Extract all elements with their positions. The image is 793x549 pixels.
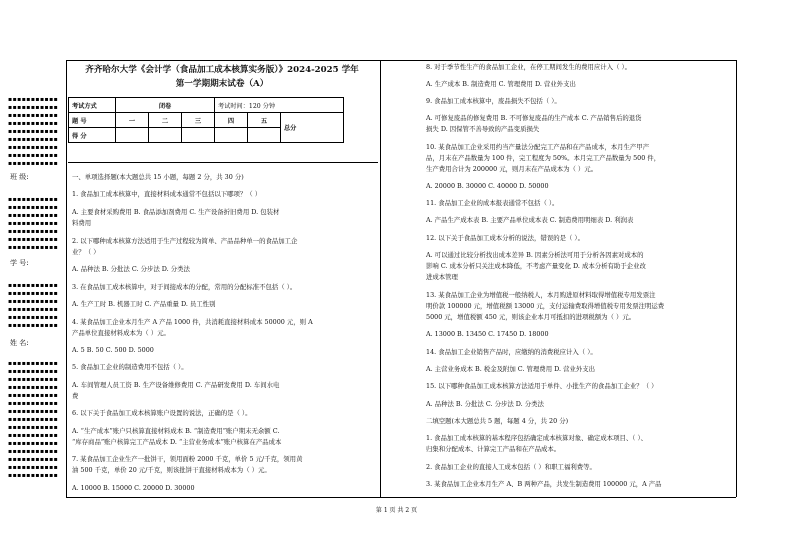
question: 2. 食品加工企业的直接人工成本包括（ ）和职工福利费等。: [426, 463, 596, 471]
question-options: A. 10000 B. 15000 C. 20000 D. 30000: [72, 484, 195, 492]
question-options: A. 产品生产成本表 B. 主要产品单位成本表 C. 制造费用明细表 D. 利润表: [426, 216, 634, 224]
question-options: A. 品种法 B. 分批法 C. 分步法 D. 分类法: [72, 265, 190, 273]
dotted-line: ▪▪▪▪▪▪▪▪▪▪▪ ▪▪▪▪▪▪▪▪▪▪▪ ▪▪▪▪▪▪▪▪▪▪▪ ▪▪▪▪▪▪▪▪▪▪▪ ▪▪▪▪▪▪▪▪▪▪▪ ▪▪▪▪▪▪▪▪▪▪▪ ▪▪▪▪▪▪▪▪▪▪▪ ▪▪▪▪▪▪▪▪▪▪▪ ▪▪▪▪▪▪▪▪▪▪▪: [8, 96, 59, 167]
question: 13. 某食品加工企业为增值税一般纳税人，本月购进原材料取得增值税专用发票注: [426, 291, 656, 299]
question: 产品单位直接材料成本为（ ）元。: [72, 329, 170, 337]
section2-heading: 二填空题(本大题总共 5 题，每题 4 分，共 20 分): [426, 417, 569, 425]
score-cell[interactable]: [215, 128, 248, 143]
section1-heading: 一、单项选择题(本大题总共 15 小题，每题 2 分，共 30 分): [72, 173, 244, 181]
exam-title-line1: 齐齐哈尔大学《会计学（食品加工成本核算实务版）》2024-2025 学年: [85, 65, 359, 75]
column-divider: [380, 60, 381, 497]
question: 8. 对于季节性生产的食品加工企业，在停工期间发生的费用应计入（ ）。: [426, 63, 632, 71]
dotted-line: ▪▪▪▪▪▪▪▪▪▪▪ ▪▪▪▪▪▪▪▪▪▪▪ ▪▪▪▪▪▪▪▪▪▪▪ ▪▪▪▪▪▪▪▪▪▪▪ ▪▪▪▪▪▪▪▪▪▪▪ ▪▪▪▪▪▪▪▪▪▪▪: [8, 282, 59, 329]
question: 5000 元，增值税额 450 元，则该企业本月可抵扣的进项税额为（ ）元。: [426, 313, 636, 321]
score-cell[interactable]: [182, 128, 215, 143]
question-options: 费: [72, 392, 79, 400]
total-label: 总分: [281, 113, 344, 143]
question-options: A. 品种法 B. 分批法 C. 分步法 D. 分类法: [426, 400, 544, 408]
frame-right: [736, 60, 737, 497]
question: 品，月末在产品数量为 100 件，完工程度为 50%。本月完工产品数量为 500 件，: [426, 154, 661, 162]
exam-mode-value: 闭卷: [116, 98, 215, 113]
score-cell[interactable]: [149, 128, 182, 143]
score-cell[interactable]: [248, 128, 281, 143]
table-underline: [68, 162, 378, 163]
question-options: 料费用: [72, 219, 92, 227]
question-options: A. 5 B. 50 C. 500 D. 5000: [72, 346, 154, 354]
question: 12. 以下关于食品加工成本分析的说法，错误的是（ ）。: [426, 234, 585, 242]
frame-top: [66, 60, 736, 61]
question-options: A. “生产成本”账户只核算直接材料成本 B. “制造费用”账户期末无余额 C.: [72, 427, 280, 435]
exam-mode-label: 考试方式: [69, 98, 116, 113]
question-options: A. 可修复废品的修复费用 B. 不可修复废品的生产成本 C. 产品销售后的退货: [426, 114, 642, 122]
question-options: 进成本管理: [426, 273, 458, 281]
question: 9. 食品加工成本核算中，废品损失不包括（ ）。: [426, 97, 561, 105]
question: 7. 某食品加工企业生产一批饼干，领用面粉 2000 千克，单价 5 元/千克，领用黄: [72, 455, 303, 463]
question: 业？（ ）: [72, 248, 100, 256]
question: 6. 以下关于食品加工成本核算账户设置的说法，正确的是（ ）。: [72, 409, 252, 417]
class-label: 班 级:: [10, 173, 29, 181]
column-header: 五: [248, 113, 281, 128]
dotted-line: ▪▪▪▪▪▪▪▪▪▪▪ ▪▪▪▪▪▪▪▪▪▪▪ ▪▪▪▪▪▪▪▪▪▪▪ ▪▪▪▪▪▪▪▪▪▪▪ ▪▪▪▪▪▪▪▪▪▪▪ ▪▪▪▪▪▪▪▪▪▪▪ ▪▪▪▪▪▪▪▪▪▪▪ ▪▪▪▪▪▪▪▪▪▪▪ ▪▪▪▪▪▪▪▪▪▪▪ ▪▪▪▪▪▪▪▪▪▪▪ ▪▪▪▪▪▪▪▪▪▪▪ ▪▪▪▪▪▪▪▪▪▪▪ ▪▪▪▪▪▪▪▪▪▪▪ ▪▪▪▪▪▪▪▪▪▪▪ ▪▪▪▪▪▪▪▪▪▪▪: [8, 360, 59, 479]
frame-left: [66, 60, 67, 497]
question: 3. 某食品加工企业本月生产 A、B 两种产品，共发生制造费用 100000 元，A 产品: [426, 480, 662, 488]
column-header: 三: [182, 113, 215, 128]
question: 11. 食品加工企业的成本报表通常不包括（ ）。: [426, 199, 559, 207]
question: 15. 以下哪种食品加工成本核算方法适用于单件、小批生产的食品加工企业？（ ）: [426, 382, 658, 390]
question-options: 影响 C. 成本分析只关注成本降低，不考虑产量变化 D. 成本分析有助于企业改: [426, 262, 646, 270]
question: 5. 食品加工企业的制造费用不包括（ ）。: [72, 363, 188, 371]
question: 归集和分配成本、计算完工产品和在产品成本。: [426, 445, 561, 453]
question: 2. 以下哪种成本核算方法适用于生产过程较为简单、产品品种单一的食品加工企: [72, 237, 298, 245]
question-options: A. 主营业务成本 B. 税金及附加 C. 管理费用 D. 营业外支出: [426, 365, 596, 373]
question: 10. 某食品加工企业采用约当产量法分配完工产品和在产品成本，本月生产甲产: [426, 143, 650, 151]
score-label: 得 分: [69, 128, 116, 143]
question: 1. 食品加工成本核算中，直接材料成本通常不包括以下哪项？（ ）: [72, 190, 262, 198]
question-options: “库存商品”账户核算完工产品成本 D. “主营业务成本”账户核算在产品成本: [72, 438, 282, 446]
name-label: 姓 名:: [10, 339, 29, 347]
page-footer: 第 1 页 共 2 页: [375, 507, 418, 514]
question-options: A. 13000 B. 13450 C. 17450 D. 18000: [426, 330, 549, 338]
question: 油 500 千克，单价 20 元/千克，则该批饼干直接材料成本为（ ）元。: [72, 466, 271, 474]
question-options: A. 20000 B. 30000 C. 40000 D. 50000: [426, 182, 549, 190]
question: 3. 在食品加工成本核算中，对于间接成本的分配，常用的分配标准不包括（ ）。: [72, 283, 297, 291]
question-options: A. 生产成本 B. 制造费用 C. 管理费用 D. 营业外支出: [426, 80, 576, 88]
question-options: 损失 D. 因保管不善导致的产品变质损失: [426, 125, 540, 133]
question: 4. 某食品加工企业本月生产 A 产品 1000 件，共消耗直接材料成本 50000 元，则 A: [72, 318, 313, 326]
question-options: A. 主要食材采购费用 B. 食品添加剂费用 C. 生产设备折旧费用 D. 包装材: [72, 208, 280, 216]
score-table: [68, 97, 344, 143]
question: 1. 食品加工成本核算的基本程序包括确定成本核算对象、确定成本项目、（ ）、: [426, 434, 648, 442]
exam-title-line2: 第一学期期末试卷（A）: [175, 79, 269, 89]
question-no-label: 题 号: [69, 113, 116, 128]
question: 明价款 100000 元，增值税额 13000 元，支付运输费取得增值税专用发票注明运费: [426, 302, 665, 310]
frame-bottom: [66, 497, 736, 498]
column-header: 二: [149, 113, 182, 128]
column-header: 一: [116, 113, 149, 128]
question-options: A. 生产工时 B. 机器工时 C. 产品重量 D. 员工性别: [72, 300, 216, 308]
question: 14. 食品加工企业销售产品时，应缴纳的消费税应计入（ ）。: [426, 348, 597, 356]
question-options: A. 可以通过比较分析找出成本差异 B. 因素分析法可用于分析各因素对成本的: [426, 251, 644, 259]
student-id-label: 学 号:: [10, 259, 29, 267]
dotted-line: ▪▪▪▪▪▪▪▪▪▪▪ ▪▪▪▪▪▪▪▪▪▪▪ ▪▪▪▪▪▪▪▪▪▪▪ ▪▪▪▪▪▪▪▪▪▪▪ ▪▪▪▪▪▪▪▪▪▪▪ ▪▪▪▪▪▪▪▪▪▪▪ ▪▪▪▪▪▪▪▪▪▪▪: [8, 196, 59, 251]
column-header: 四: [215, 113, 248, 128]
exam-time: 考试时间：120 分钟: [215, 98, 344, 113]
score-cell[interactable]: [116, 128, 149, 143]
question-options: A. 车间管理人员工资 B. 生产设备维修费用 C. 产品研发费用 D. 车间水电: [72, 381, 280, 389]
question: 生产费用合计为 200000 元，则月末在产品成本为（ ）元。: [426, 165, 598, 173]
